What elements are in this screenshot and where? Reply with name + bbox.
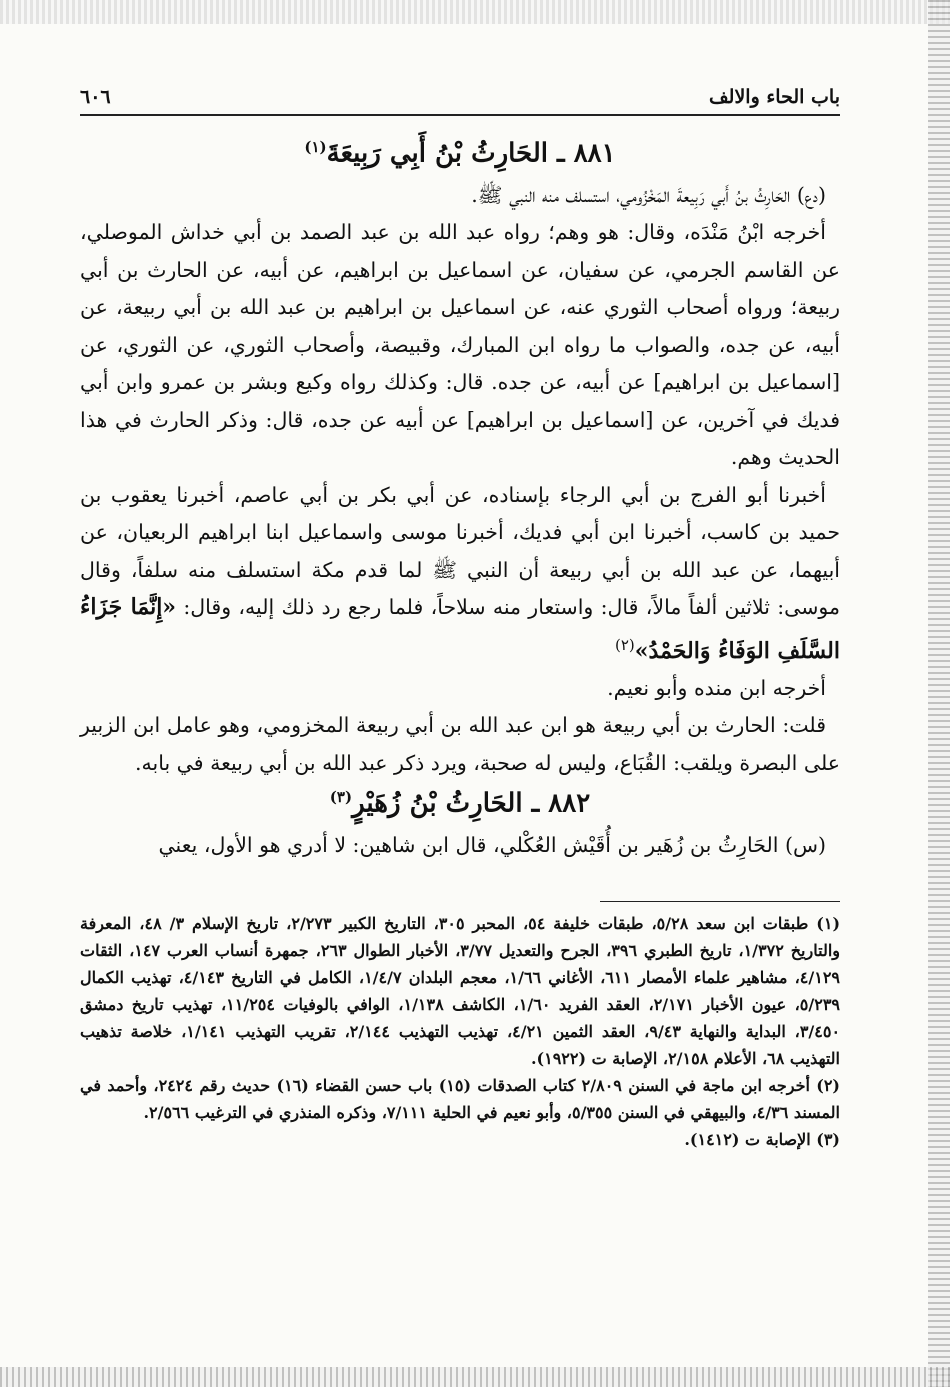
header-title: باب الحاء والالف [709,86,840,108]
entry-heading-882 [80,788,840,819]
footnote-ref-1: (١) [304,138,327,156]
footnote-1: (١) طبقات ابن سعد ٥/٢٨، طبقات خليفة ٥٤، المحبر ٣٠٥، التاريخ الكبير ٢/٢٧٣، تاريخ الإسلام ٣/ ٤٨، المعرفة والتاريخ ١/٣٧٢، تاريخ الطبري ٣٩٦، الجرح والتعديل ٣/٧٧، الأخبار الطوال ٢٦٣، جمهرة أنساب العرب ١٤٧، الثقات ٤/١٢٩، مشاهير علماء الأمصار ٦١١، الأغاني ١/٦٦، معجم البلدان ١/٤/٧، الكامل في التاريخ ٤/١٤٣، تهذيب الكمال ٥/٢٣٩، عيون الأخبار ٢/١٧١، العقد الفريد ١/٦٠، الكاشف ١/١٣٨، الوافي بالوفيات ١١/٢٥٤، تهذيب تاريخ دمشق ٣/٤٥٠، البداية والنهاية ٩/٤٣، العقد الثمين ٤/٢١، تهذيب التهذيب ٢/١٤٤، تقريب التهذيب ١/١٤١، خلاصة تذهيب التهذيب ٦٨، الأعلام ٢/١٥٨، الإصابة ت (١٩٢٢). [80,913,841,1068]
page-number: ٦٠٦ [80,86,111,108]
paragraph-with-quote [80,477,840,670]
paragraph: (س) الحَارِثُ بن زُهَير بن أُقَيْش العُكْلي، قال ابن شاهين: لا أدري هو الأول، يعني [158,833,826,858]
paragraph: (دع) الحَارِثُ بنُ أَبي رَبِيعةَ المَخْزُومي، استسلف منه النبي ﷺ. [471,182,826,207]
footnote-separator [600,901,840,902]
entry-heading-text: ٨٨١ ـ الحَارِثُ بْنُ أَبِي رَبِيعَةَ [326,138,616,169]
page-content [80,78,840,1153]
running-header [80,78,840,116]
paragraph-text: أخبرنا أبو الفرج بن أبي الرجاء بإسناده، عن أبي بكر بن أبي عاصم، أخبرنا يعقوب بن حميد بن كاسب، أخبرنا ابن أبي فديك، أخبرنا موسى واسماعيل ابنا ابراهيم الربعيان، عن أبيهما، عن عبد الله بن أبي ربيعة أن النبي ﷺ لما قدم مكة استسلف منه سلفاً، وقال موسى: ثلاثين ألفاً مالاً، قال: واستعار منه سلاحاً، فلما رجع رد ذلك إليه، وقال: [80,482,840,620]
entry-heading-881 [80,138,840,169]
decorative-border-right [928,0,950,1387]
entry-heading-text: ٨٨٢ ـ الحَارِثُ بْنُ زُهَيْرٍ [352,789,591,820]
footnote-2: (٢) أخرجه ابن ماجة في السنن ٢/٨٠٩ كتاب الصدقات (١٥) باب حسن القضاء (١٦) حديث رقم ٢٤٢٤، وأحمد في المسند ٤/٣٦، والبيهقي في السنن ٥/٣٥٥، وأبو نعيم في الحلية ٧/١١١، وذكره المنذري في الترغيب ٢/٥٦٦. [80,1075,840,1122]
hadith-quote: «إِنَّمَا جَزَاءُ السَّلَفِ الوَفَاءُ وَالحَمْدُ» [80,594,840,664]
paragraph: أخرجه ابْنُ مَنْدَه، وقال: هو وهم؛ رواه عبد الله بن عبد الصمد بن أبي خداش الموصلي، عن القاسم الجرمي، عن سفيان، عن اسماعيل بن ابراهيم، عن أبيه، عن الحارث بن أبي ربيعة؛ ورواه أصحاب الثوري عنه، عن اسماعيل بن ابراهيم بن عبد الله بن أبي ربيعة، عن أبيه، عن جده، والصواب ما رواه ابن المبارك، وقبيصة، وأصحاب الثوري، عن الثوري، عن [اسماعيل بن ابراهيم] عن أبيه، عن جده. قال: وكذلك رواه وكيع وبشر بن عمرو وابن أبي فديك في آخرين، عن [اسماعيل بن ابراهيم] عن أبيه عن جده، قال: وذكر الحارث في هذا الحديث وهم. [80,220,840,470]
footnote-ref-2: (٢) [615,635,635,654]
decorative-border-top [0,0,950,24]
paragraph: قلت: الحارث بن أبي ربيعة هو ابن عبد الله بن أبي ربيعة المخزومي، وهو عامل ابن الزبير على البصرة ويلقب: القُبَاع، وليس له صحبة، ويرد ذكر عبد الله بن أبي ربيعة في بابه. [80,713,840,775]
decorative-border-bottom [0,1367,950,1387]
footnote-ref-3: (٣) [329,788,353,807]
footnote-3: (٣) الإصابة ت (١٤١٢). [684,1129,840,1149]
paragraph: أخرجه ابن منده وأبو نعيم. [607,675,826,700]
